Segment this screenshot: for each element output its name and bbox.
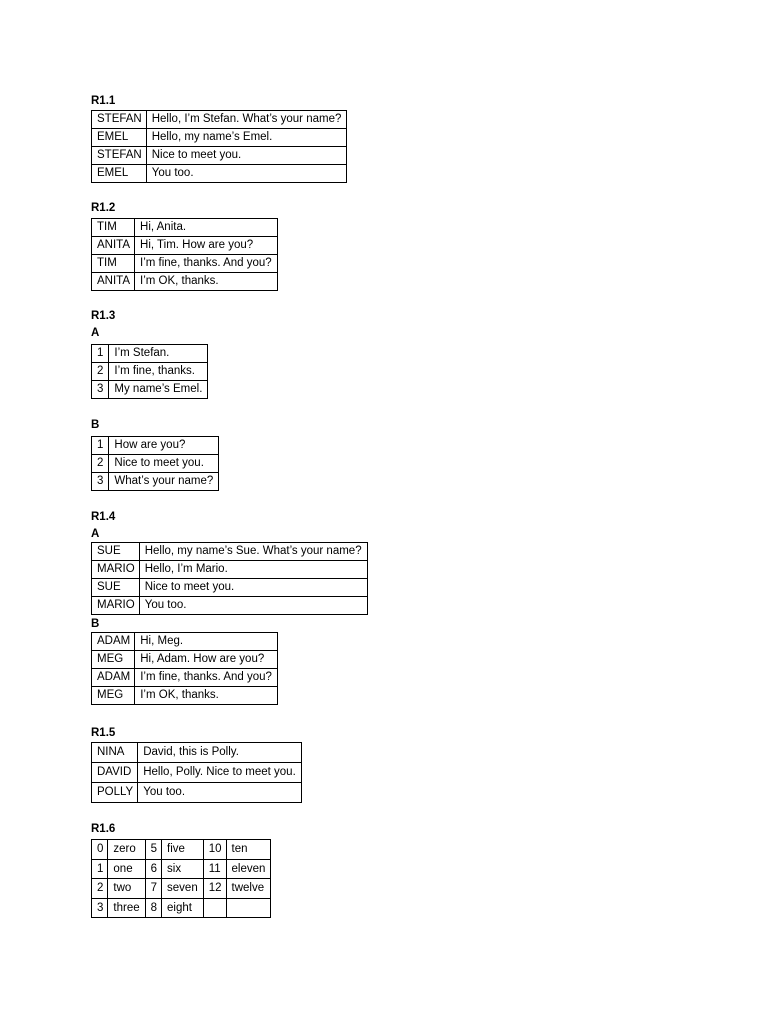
line-cell: Hi, Adam. How are you? <box>135 651 278 669</box>
speaker-cell: MARIO <box>92 597 140 615</box>
table-row <box>92 363 208 381</box>
phrase-cell: I’m Stefan. <box>109 345 208 363</box>
table-row <box>92 345 208 363</box>
speaker-cell: STEFAN <box>92 147 147 165</box>
section-title-r1-4: R1.4 <box>91 511 116 523</box>
table-row <box>92 898 271 918</box>
word-cell: five <box>162 840 204 860</box>
line-cell: I’m fine, thanks. And you? <box>135 669 278 687</box>
table-row <box>92 437 219 455</box>
table-row <box>92 147 347 165</box>
number-cell: 2 <box>92 879 108 899</box>
line-cell: Hello, my name’s Emel. <box>146 129 347 147</box>
phrase-cell: What’s your name? <box>109 473 219 491</box>
speaker-cell: SUE <box>92 543 140 561</box>
dialogue-table-r1-4-a <box>91 542 368 615</box>
dialogue-table-r1-4-b <box>91 632 278 705</box>
subsection-label-r1-4-b: B <box>91 618 100 630</box>
line-cell: Hello, I’m Stefan. What’s your name? <box>146 111 347 129</box>
number-cell: 1 <box>92 859 108 879</box>
line-cell: You too. <box>138 783 302 803</box>
empty-cell <box>203 898 226 918</box>
line-cell: Hi, Tim. How are you? <box>135 237 278 255</box>
line-cell: Hello, my name’s Sue. What’s your name? <box>139 543 367 561</box>
speaker-cell: MEG <box>92 651 135 669</box>
line-cell: Hi, Anita. <box>135 219 278 237</box>
line-cell: I’m OK, thanks. <box>135 687 278 705</box>
section-title-r1-1: R1.1 <box>91 95 116 107</box>
table-row <box>92 111 347 129</box>
table-row <box>92 237 278 255</box>
number-cell: 8 <box>145 898 161 918</box>
dialogue-table-r1-5 <box>91 742 302 803</box>
table-row <box>92 255 278 273</box>
speaker-cell: ADAM <box>92 633 135 651</box>
number-cell: 5 <box>145 840 161 860</box>
speaker-cell: MARIO <box>92 561 140 579</box>
table-row <box>92 633 278 651</box>
speaker-cell: MEG <box>92 687 135 705</box>
dialogue-table-r1-2 <box>91 218 278 291</box>
line-cell: Hello, Polly. Nice to meet you. <box>138 763 302 783</box>
line-cell: David, this is Polly. <box>138 743 302 763</box>
table-row <box>92 669 278 687</box>
word-cell: eight <box>162 898 204 918</box>
number-cell: 3 <box>92 381 109 399</box>
subsection-label-r1-3-a: A <box>91 327 100 339</box>
speaker-cell: TIM <box>92 219 135 237</box>
speaker-cell: NINA <box>92 743 138 763</box>
line-cell: You too. <box>139 597 367 615</box>
section-title-r1-3: R1.3 <box>91 310 116 322</box>
numbers-table-r1-6 <box>91 839 271 918</box>
speaker-cell: DAVID <box>92 763 138 783</box>
table-row <box>92 783 302 803</box>
number-cell: 6 <box>145 859 161 879</box>
number-cell: 12 <box>203 879 226 899</box>
table-row <box>92 561 368 579</box>
table-row <box>92 455 219 473</box>
line-cell: You too. <box>146 165 347 183</box>
table-row <box>92 879 271 899</box>
line-cell: Nice to meet you. <box>139 579 367 597</box>
speaker-cell: ANITA <box>92 273 135 291</box>
number-cell: 1 <box>92 345 109 363</box>
speaker-cell: ANITA <box>92 237 135 255</box>
table-row <box>92 381 208 399</box>
word-cell: one <box>108 859 145 879</box>
table-row <box>92 597 368 615</box>
table-row <box>92 273 278 291</box>
phrase-cell: How are you? <box>109 437 219 455</box>
line-cell: I’m OK, thanks. <box>135 273 278 291</box>
number-cell: 1 <box>92 437 109 455</box>
word-cell: seven <box>162 879 204 899</box>
speaker-cell: STEFAN <box>92 111 147 129</box>
empty-cell <box>226 898 271 918</box>
phrase-cell: Nice to meet you. <box>109 455 219 473</box>
word-cell: eleven <box>226 859 271 879</box>
phrase-table-r1-3-b <box>91 436 219 491</box>
word-cell: zero <box>108 840 145 860</box>
table-row <box>92 840 271 860</box>
word-cell: three <box>108 898 145 918</box>
word-cell: six <box>162 859 204 879</box>
subsection-label-r1-4-a: A <box>91 528 100 540</box>
section-title-r1-5: R1.5 <box>91 727 116 739</box>
section-title-r1-6: R1.6 <box>91 823 116 835</box>
table-row <box>92 473 219 491</box>
line-cell: Nice to meet you. <box>146 147 347 165</box>
speaker-cell: EMEL <box>92 129 147 147</box>
table-row <box>92 579 368 597</box>
word-cell: ten <box>226 840 271 860</box>
speaker-cell: EMEL <box>92 165 147 183</box>
table-row <box>92 763 302 783</box>
section-title-r1-2: R1.2 <box>91 202 116 214</box>
number-cell: 3 <box>92 473 109 491</box>
speaker-cell: SUE <box>92 579 140 597</box>
number-cell: 10 <box>203 840 226 860</box>
line-cell: Hi, Meg. <box>135 633 278 651</box>
table-row <box>92 543 368 561</box>
number-cell: 0 <box>92 840 108 860</box>
table-row <box>92 687 278 705</box>
table-row <box>92 651 278 669</box>
speaker-cell: TIM <box>92 255 135 273</box>
table-row <box>92 129 347 147</box>
speaker-cell: ADAM <box>92 669 135 687</box>
word-cell: two <box>108 879 145 899</box>
phrase-table-r1-3-a <box>91 344 208 399</box>
table-row <box>92 859 271 879</box>
number-cell: 2 <box>92 363 109 381</box>
number-cell: 11 <box>203 859 226 879</box>
dialogue-table-r1-1 <box>91 110 347 183</box>
number-cell: 7 <box>145 879 161 899</box>
table-row <box>92 165 347 183</box>
line-cell: Hello, I’m Mario. <box>139 561 367 579</box>
phrase-cell: My name’s Emel. <box>109 381 208 399</box>
number-cell: 3 <box>92 898 108 918</box>
table-row <box>92 219 278 237</box>
phrase-cell: I’m fine, thanks. <box>109 363 208 381</box>
speaker-cell: POLLY <box>92 783 138 803</box>
word-cell: twelve <box>226 879 271 899</box>
table-row <box>92 743 302 763</box>
number-cell: 2 <box>92 455 109 473</box>
subsection-label-r1-3-b: B <box>91 419 100 431</box>
line-cell: I’m fine, thanks. And you? <box>135 255 278 273</box>
